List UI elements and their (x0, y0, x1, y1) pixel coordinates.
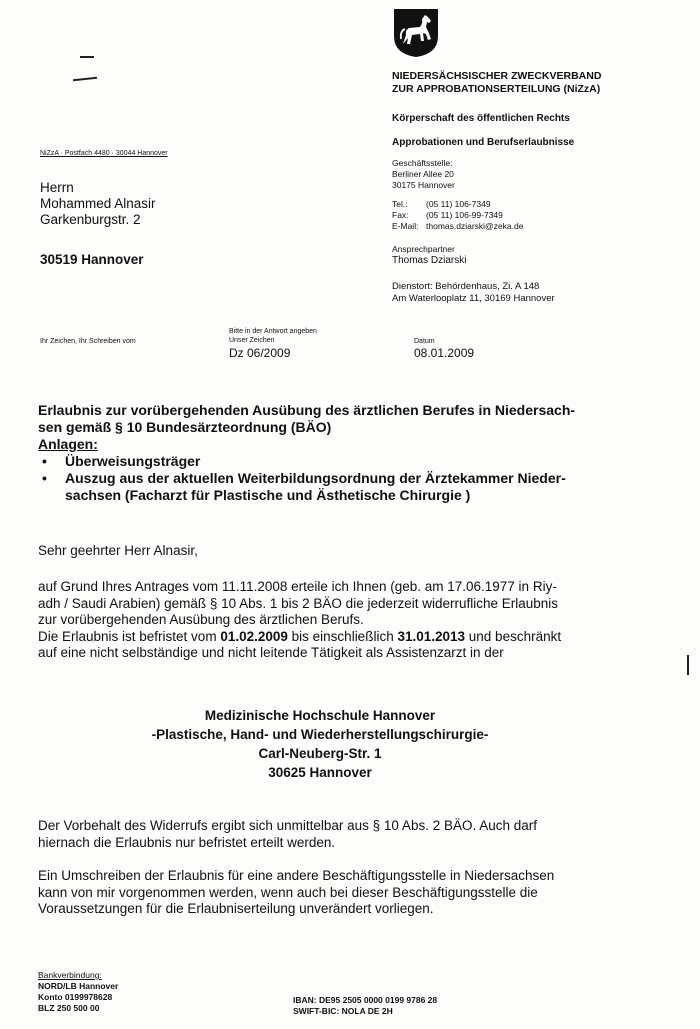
office-location-line2: Am Waterlooplatz 11, 30169 Hannover (392, 293, 555, 304)
office-email (392, 221, 523, 232)
paragraph-1-line1: auf Grund Ihres Antrages vom 11.11.2008 erteile ich Ihnen (geb. am 17.06.1977 in Riy- (38, 579, 557, 594)
date-label: Datum (414, 338, 435, 345)
bank-blz: BLZ 250 500 00 (38, 1003, 100, 1013)
attachment-item: • Überweisungsträger (38, 453, 575, 470)
reference-note: Bitte in der Antwort angeben (229, 328, 317, 335)
recipient-name: Mohammed Alnasir (40, 196, 156, 211)
scan-mark (80, 56, 94, 58)
office-street: Berliner Allee 20 (392, 169, 454, 179)
paragraph-2-line2: hiernach die Erlaubnis nur befristet erteilt werden. (38, 834, 336, 850)
office-tel (392, 199, 523, 210)
attachments-label: Anlagen: (38, 436, 98, 452)
our-reference-label: Unser Zeichen (229, 337, 275, 344)
tel-label: Tel.: (392, 199, 408, 209)
paragraph-1-line3: zur vorübergehenden Ausübung des ärztlichen Berufs. (38, 612, 364, 627)
authority-name-line1: NIEDERSÄCHSISCHER ZWECKVERBAND (392, 70, 602, 82)
institution-line2: -Plastische, Hand- und Wiederherstellungschirurgie- (151, 727, 489, 742)
paragraph-3-line3: Voraussetzungen für die Erlaubniserteilung unverändert vorliegen. (38, 901, 434, 916)
paragraph-1-line4-c: und beschränkt (465, 628, 562, 644)
paragraph-3-line2: kann von mir vorgenommen werden, wenn auch bei dieser Beschäftigungsstelle die (38, 884, 538, 900)
office-location-line1: Dienstort: Behördenhaus, Zi. A 148 (392, 281, 540, 292)
authority-department: Approbationen und Berufserlaubnisse (392, 137, 575, 148)
attachment-item-line2: sachsen (Facharzt für Plastische und Ästhetische Chirurgie ) (65, 487, 471, 503)
paragraph-1-line5: auf eine nicht selbständige und nicht leitende Tätigkeit als Assistenzarzt in der (38, 645, 504, 660)
your-reference-label: Ihr Zeichen, Ihr Schreiben vom (40, 338, 136, 345)
office-heading: Geschäftsstelle: (392, 158, 453, 168)
paragraph-2 (38, 818, 537, 851)
letter-date: 08.01.2009 (414, 346, 475, 360)
bank-heading: Bankverbindung: (38, 970, 102, 980)
recipient-address (40, 180, 156, 228)
bank-details (38, 970, 118, 1014)
institution-line1: Medizinische Hochschule Hannover (204, 708, 436, 723)
email-label: E-Mail: (392, 221, 419, 231)
paragraph-1-line4 (38, 629, 561, 646)
lower-saxony-horse-icon (393, 8, 439, 58)
contact-name: Thomas Dziarski (392, 255, 467, 266)
start-date: 01.02.2009 (220, 628, 288, 644)
institution-line4: 30625 Hannover (268, 765, 372, 780)
authority-header (392, 70, 601, 96)
recipient-street: Garkenburgstr. 2 (40, 212, 141, 227)
our-reference: Dz 06/2009 (229, 346, 291, 360)
scan-mark (73, 77, 97, 81)
recipient-salutation: Herrn (40, 180, 74, 195)
attachment-item (38, 470, 575, 504)
fax-label: Fax: (392, 210, 409, 220)
institution-block (0, 706, 640, 782)
office-location (392, 281, 555, 305)
subject-line2: sen gemäß § 10 Bundesärzteordnung (BÄO) (38, 419, 332, 435)
paragraph-2-line1: Der Vorbehalt des Widerrufs ergibt sich unmittelbar aus § 10 Abs. 2 BÄO. Auch darf (38, 818, 538, 833)
paragraph-3-line1: Ein Umschreiben der Erlaubnis für eine andere Beschäftigungsstelle in Niedersachsen (38, 868, 555, 883)
greeting: Sehr geehrter Herr Alnasir, (38, 543, 198, 558)
paragraph-3 (38, 868, 554, 918)
recipient-city: 30519 Hannover (40, 252, 144, 267)
bank-account: Konto 0199978628 (38, 992, 113, 1002)
email-value: thomas.dziarski@zeka.de (426, 221, 524, 231)
attachments-list (38, 453, 575, 504)
paragraph-1-line4-b: bis einschließlich (287, 628, 398, 644)
authority-name-line2: ZUR APPROBATIONSERTEILUNG (NiZzA) (392, 83, 601, 95)
subject-block (38, 402, 575, 504)
tel-value: (05 11) 106-7349 (426, 199, 491, 209)
end-date: 31.01.2013 (397, 628, 466, 644)
contact-heading: Ansprechpartner (392, 244, 455, 254)
paragraph-1-line4-a: Die Erlaubnis ist befristet vom (38, 628, 221, 644)
scan-mark (687, 655, 689, 675)
office-fax (392, 210, 523, 221)
paragraph-1-line2: adh / Saudi Arabien) gemäß § 10 Abs. 1 bis 2 BÄO die jederzeit widerrufliche Erlaubnis (38, 595, 559, 611)
bank-iban: IBAN: DE95 2505 0000 0199 9786 28 (293, 995, 438, 1005)
bank-swift: SWIFT-BIC: NOLA DE 2H (293, 1006, 393, 1016)
paragraph-1 (38, 579, 561, 662)
subject-line1: Erlaubnis zur vorübergehenden Ausübung des ärztlichen Berufes in Niedersach- (38, 402, 576, 418)
sender-return-line: NiZzA · Postfach 4480 · 30044 Hannover (40, 150, 168, 157)
bank-international (293, 995, 437, 1017)
institution-line3: Carl-Neuberg-Str. 1 (258, 746, 382, 761)
authority-legal-form: Körperschaft des öffentlichen Rechts (392, 113, 570, 124)
attachment-item-line1: • Auszug aus der aktuellen Weiterbildungsordnung der Ärztekammer Nieder- (65, 470, 566, 486)
office-block (392, 158, 523, 232)
fax-value: (05 11) 106-99-7349 (426, 210, 503, 220)
bank-name: NORD/LB Hannover (38, 981, 119, 991)
office-city: 30175 Hannover (392, 180, 455, 190)
